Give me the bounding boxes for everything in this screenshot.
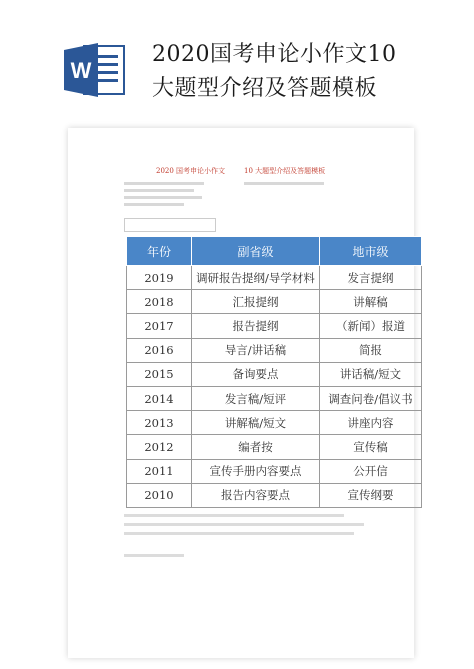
header-provincial: 副省级: [192, 237, 320, 266]
table-row: [127, 362, 422, 386]
word-icon: [62, 40, 128, 100]
table-row: [127, 266, 422, 290]
table-row: [127, 483, 422, 507]
title-line-1: 2020国考申论小作文10: [152, 42, 397, 67]
cell-provincial: 导言/讲话稿: [192, 338, 320, 362]
cell-municipal: 发言提纲: [320, 266, 422, 290]
mini-title-left: 2020 国考申论小作文: [156, 167, 226, 175]
cell-year: 2018: [127, 290, 192, 314]
table-row: [127, 435, 422, 459]
cell-year: 2015: [127, 362, 192, 386]
document-preview: [68, 128, 414, 658]
table-row: [127, 459, 422, 483]
cell-municipal: （新闻）报道: [320, 314, 422, 338]
table-row: [127, 290, 422, 314]
table-row: [127, 386, 422, 410]
cell-year: 2012: [127, 435, 192, 459]
cell-provincial: 备询要点: [192, 362, 320, 386]
cell-municipal: 调查问卷/倡议书: [320, 386, 422, 410]
cell-year: 2016: [127, 338, 192, 362]
table-row: [127, 411, 422, 435]
table-row: [127, 338, 422, 362]
table-header-row: [127, 237, 422, 266]
cell-provincial: 汇报提纲: [192, 290, 320, 314]
cell-year: 2014: [127, 386, 192, 410]
cell-year: 2010: [127, 483, 192, 507]
cell-provincial: 报告内容要点: [192, 483, 320, 507]
cell-provincial: 发言稿/短评: [192, 386, 320, 410]
svg-text:W: W: [70, 58, 92, 83]
cell-municipal: 简报: [320, 338, 422, 362]
cell-year: 2011: [127, 459, 192, 483]
cell-municipal: 讲解稿: [320, 290, 422, 314]
cell-municipal: 讲话稿/短文: [320, 362, 422, 386]
cell-provincial: 调研报告提纲/导学材料: [192, 266, 320, 290]
cell-year: 2017: [127, 314, 192, 338]
cell-year: 2013: [127, 411, 192, 435]
exam-types-table: [126, 236, 422, 508]
cell-provincial: 编者按: [192, 435, 320, 459]
cell-municipal: 讲座内容: [320, 411, 422, 435]
blurred-box: [124, 218, 216, 232]
cell-municipal: 公开信: [320, 459, 422, 483]
header-municipal: 地市级: [320, 237, 422, 266]
cell-municipal: 宣传稿: [320, 435, 422, 459]
cell-provincial: 宣传手册内容要点: [192, 459, 320, 483]
cell-year: 2019: [127, 266, 192, 290]
header: [0, 0, 474, 110]
cell-provincial: 报告提纲: [192, 314, 320, 338]
document-title: [152, 38, 396, 106]
title-line-2: 大题型介绍及答题模板: [152, 76, 378, 101]
table-row: [127, 314, 422, 338]
cell-provincial: 讲解稿/短文: [192, 411, 320, 435]
mini-title-right: 10 大题型介绍及答题模板: [244, 167, 326, 175]
cell-municipal: 宣传纲要: [320, 483, 422, 507]
header-year: 年份: [127, 237, 192, 266]
